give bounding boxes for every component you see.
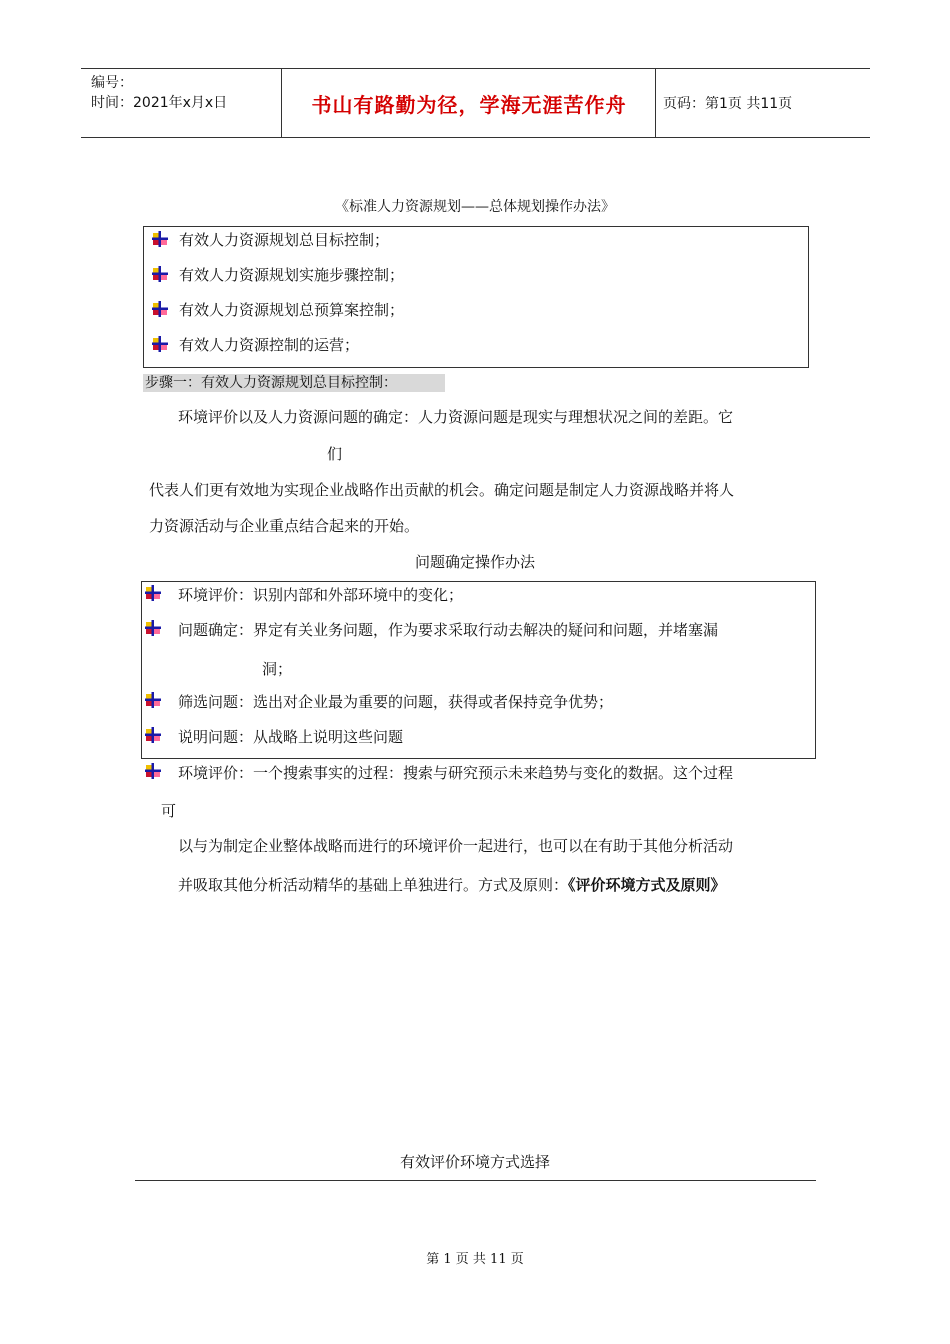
bullet-icon xyxy=(151,335,169,353)
section-title: 有效评价环境方式选择 xyxy=(399,1153,550,1171)
paragraph-line: 代表人们更有效地为实现企业战略作出贡献的机会。确定问题是制定人力资源战略并将人 xyxy=(149,481,735,499)
problem-heading: 问题确定操作办法 xyxy=(414,553,535,571)
bullet-icon xyxy=(151,300,169,318)
paragraph-line: 力资源活动与企业重点结合起来的开始。 xyxy=(149,517,420,535)
time-label: 时间：2021年x月x日 xyxy=(91,95,228,111)
bullet-icon xyxy=(144,691,162,709)
motto: 书山有路勤为径，学海无涯苦作舟 xyxy=(311,93,627,117)
problem-item: 环境评价：识别内部和外部环境中的变化； xyxy=(178,586,464,604)
bullet-icon xyxy=(144,619,162,637)
overview-item: 有效人力资源规划总目标控制； xyxy=(179,231,390,249)
step-one-heading: 步骤一：有效人力资源规划总目标控制： xyxy=(143,374,445,392)
env-eval-line: 环境评价：一个搜索事实的过程：搜索与研究预示未来趋势与变化的数据。这个过程 xyxy=(178,764,734,782)
bullet-icon xyxy=(144,726,162,744)
env-eval-line: 可 xyxy=(161,802,177,820)
evaluation-principles-link[interactable]: 《评价环境方式及原则》 xyxy=(568,876,726,894)
bullet-icon xyxy=(144,762,162,780)
env-eval-line xyxy=(178,875,726,895)
overview-item: 有效人力资源规划实施步骤控制； xyxy=(179,266,405,284)
problem-item: 说明问题：从战略上说明这些问题 xyxy=(178,728,404,746)
header-meta xyxy=(91,73,227,113)
env-eval-line: 以与为制定企业整体战略而进行的环境评价一起进行，也可以在有助于其他分析活动 xyxy=(178,837,734,855)
document-title: 《标准人力资源规划——总体规划操作办法》 xyxy=(335,199,615,215)
bullet-icon xyxy=(144,584,162,602)
number-label: 编号： xyxy=(91,75,133,91)
problem-item: 筛选问题：选出对企业最为重要的问题，获得或者保持竞争优势； xyxy=(178,693,614,711)
overview-item: 有效人力资源规划总预算案控制； xyxy=(179,301,405,319)
problem-item: 问题确定：界定有关业务问题，作为要求采取行动去解决的疑问和问题，并堵塞漏 xyxy=(178,621,719,639)
bullet-icon xyxy=(151,230,169,248)
paragraph-line: 环境评价以及人力资源问题的确定：人力资源问题是现实与理想状况之间的差距。它 xyxy=(178,408,734,426)
section-rule xyxy=(135,1180,816,1181)
page-footer: 第 1 页 共 11 页 xyxy=(426,1252,524,1267)
overview-item: 有效人力资源控制的运营； xyxy=(179,336,360,354)
paragraph-line: 们 xyxy=(327,445,343,463)
header-page-info: 页码：第1页 共11页 xyxy=(663,96,793,112)
bullet-icon xyxy=(151,265,169,283)
document-header xyxy=(81,68,870,138)
problem-item-continuation: 洞； xyxy=(262,660,293,678)
env-eval-text: 并吸取其他分析活动精华的基础上单独进行。方式及原则： xyxy=(178,876,569,894)
